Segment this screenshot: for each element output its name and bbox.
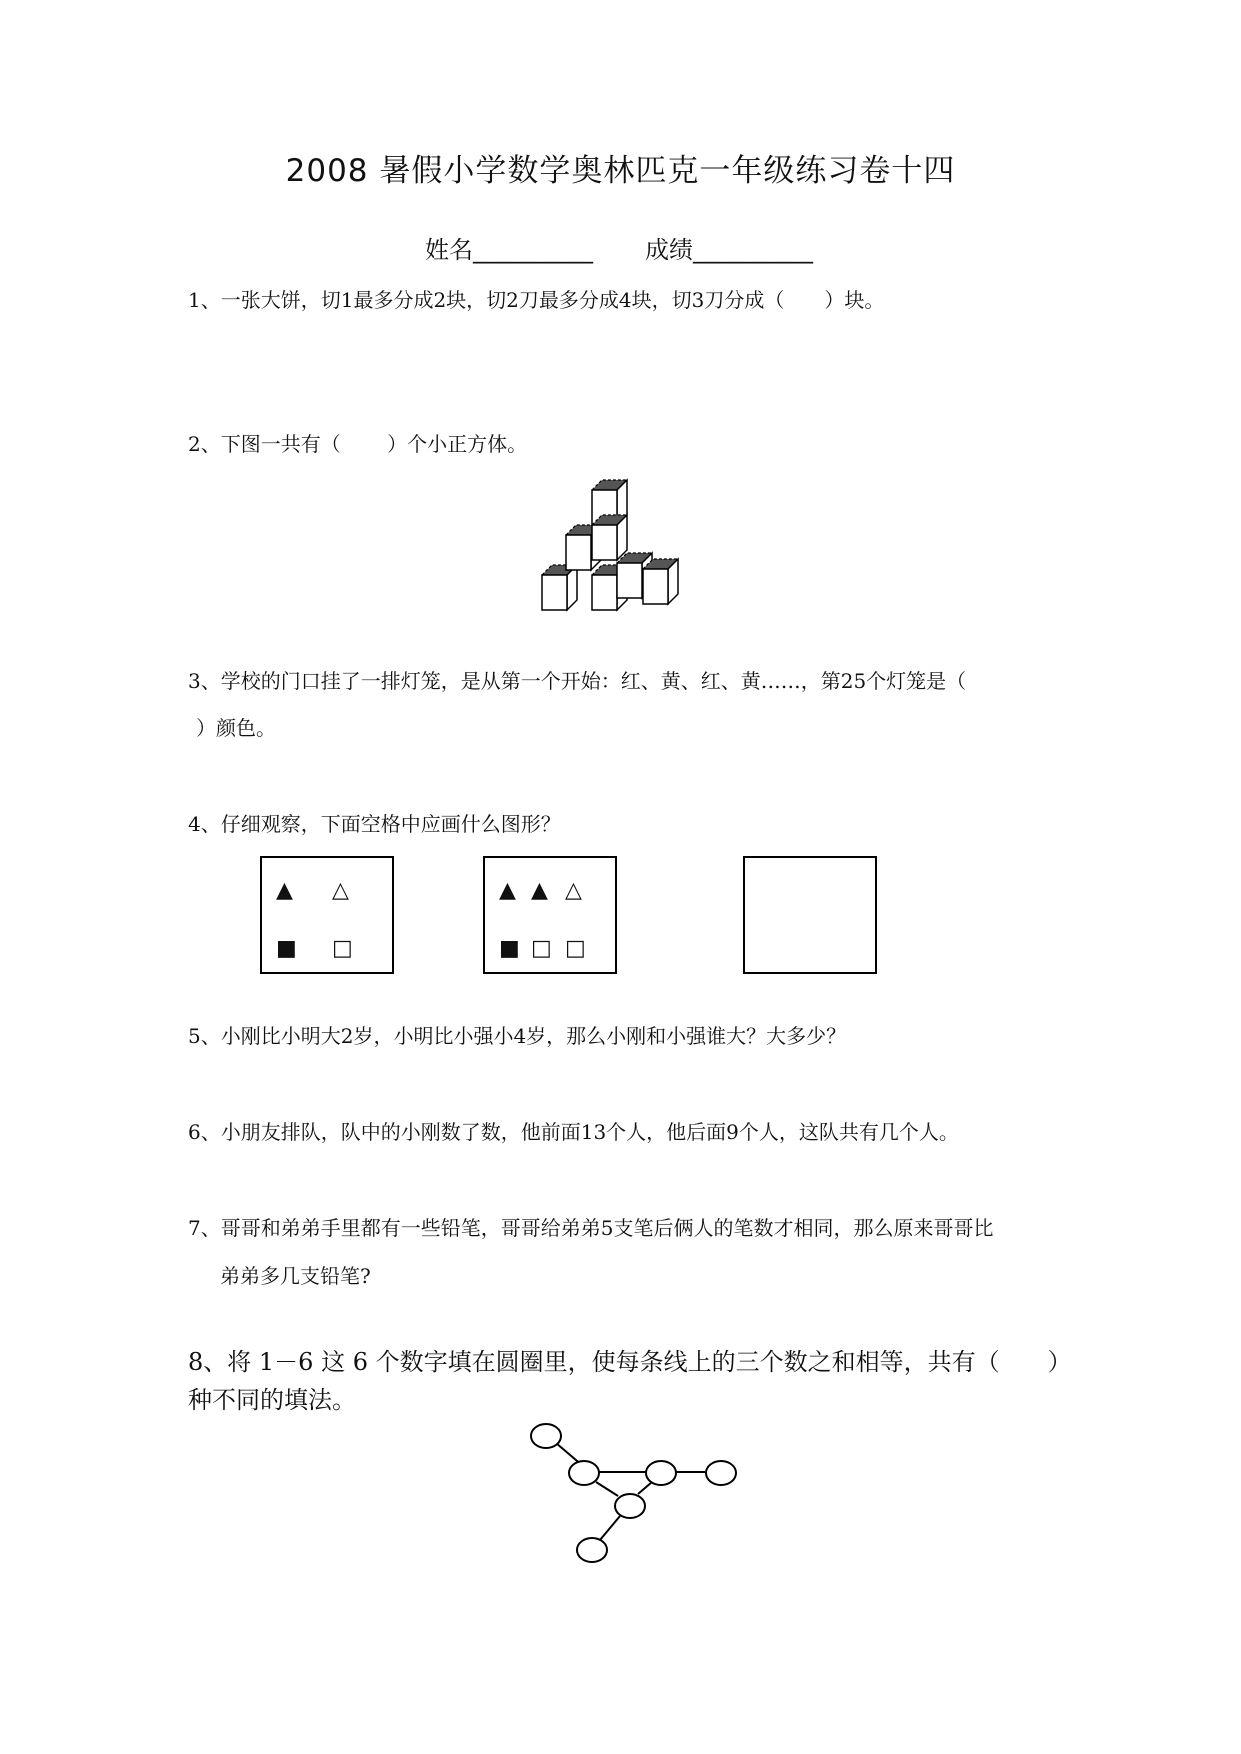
question-3-line-2: ）颜色。 — [196, 716, 276, 740]
student-info-row — [425, 230, 865, 265]
outline-square: □ — [565, 936, 586, 961]
outline-triangle: △ — [332, 878, 349, 903]
filled-square: ■ — [499, 936, 520, 961]
filled-triangle: ▲ — [531, 878, 548, 903]
question-8-line-2: 种不同的填法。 — [188, 1386, 356, 1414]
cube — [643, 559, 678, 604]
question-7-line-1: 7、哥哥和弟弟手里都有一些铅笔，哥哥给弟弟5支笔后俩人的笔数才相同，那么原来哥哥比 — [188, 1216, 994, 1240]
question-6: 6、小朋友排队，队中的小刚数了数，他前面13个人，他后面9个人，这队共有几个人。 — [188, 1120, 959, 1144]
score-field-label: 成绩__________ — [645, 236, 813, 264]
circle-line-diagram — [530, 1418, 750, 1568]
question-2: 2、下图一共有（ ）个小正方体。 — [188, 432, 528, 456]
filled-square: ■ — [276, 936, 297, 961]
connector-line — [596, 1482, 618, 1496]
connector-line — [600, 1516, 620, 1540]
pattern-box-1 — [260, 856, 394, 974]
number-circle[interactable] — [569, 1461, 599, 1485]
filled-triangle: ▲ — [499, 878, 516, 903]
connector-line — [638, 1482, 652, 1494]
name-field-label: 姓名__________ — [425, 236, 593, 264]
outline-square: □ — [332, 936, 353, 961]
question-5: 5、小刚比小明大2岁，小明比小强小4岁，那么小刚和小强谁大？大多少？ — [188, 1024, 847, 1048]
pattern-box-answer[interactable] — [743, 856, 877, 974]
question-8-line-1: 8、将 1－6 这 6 个数字填在圆圈里，使每条线上的三个数之和相等，共有（ ） — [188, 1348, 1072, 1376]
outline-triangle: △ — [565, 878, 582, 903]
cube — [542, 565, 577, 610]
number-circle[interactable] — [531, 1424, 561, 1448]
page-title: 2008 暑假小学数学奥林匹克一年级练习卷十四 — [285, 153, 956, 189]
question-7-line-2: 弟弟多几支铅笔? — [220, 1264, 371, 1288]
cube — [592, 515, 627, 560]
outline-square: □ — [531, 936, 552, 961]
question-4: 4、仔细观察，下面空格中应画什么图形？ — [188, 812, 561, 836]
number-circle[interactable] — [646, 1461, 676, 1485]
filled-triangle: ▲ — [276, 878, 293, 903]
question-1: 1、一张大饼，切1最多分成2块，切2刀最多分成4块，切3刀分成（ ）块。 — [188, 288, 885, 312]
number-circle[interactable] — [706, 1461, 736, 1485]
number-circle[interactable] — [615, 1494, 645, 1518]
number-circle[interactable] — [577, 1538, 607, 1562]
pattern-box-2 — [483, 856, 617, 974]
question-3-line-1: 3、学校的门口挂了一排灯笼，是从第一个开始：红、黄、红、黄……，第25个灯笼是（ — [188, 669, 967, 693]
cube-stack-figure — [535, 470, 710, 620]
